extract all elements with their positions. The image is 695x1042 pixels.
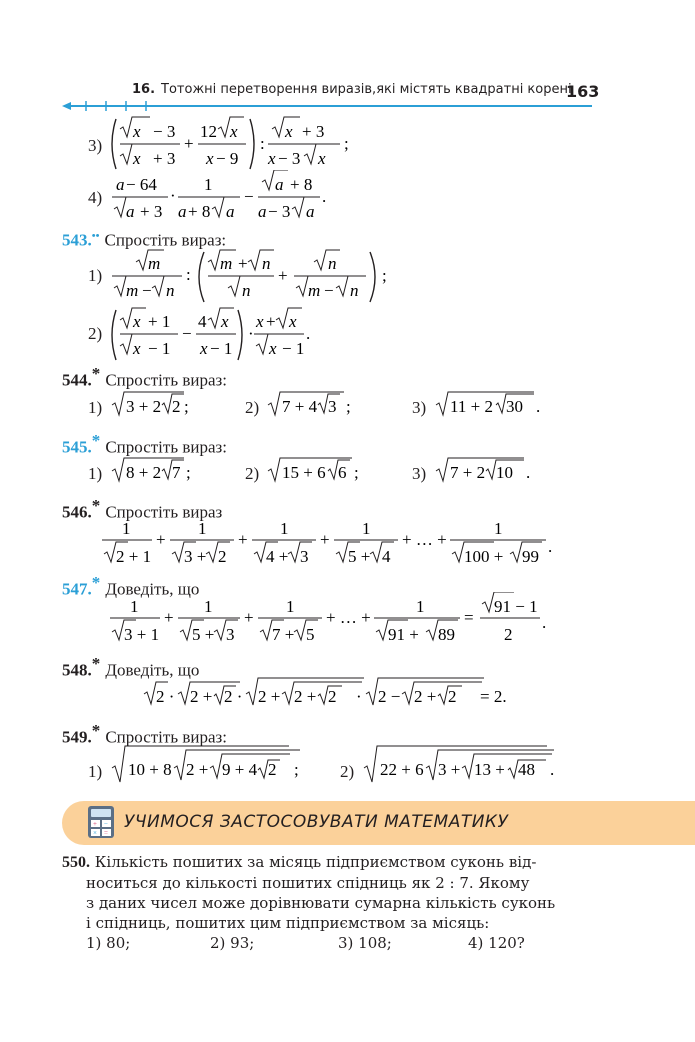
svg-text:x: x [289, 312, 297, 331]
task-number: 544. [62, 370, 92, 390]
formula-543-1 [108, 248, 398, 306]
svg-text:91 +: 91 + [388, 625, 419, 644]
svg-text:− 3: − 3 [268, 202, 291, 221]
svg-text:n: n [328, 254, 337, 273]
svg-text:.: . [306, 324, 311, 343]
difficulty-mark: * [91, 654, 101, 673]
svg-text:5 +: 5 + [348, 547, 371, 566]
task-number: 550. [62, 854, 90, 871]
svg-text:2 +: 2 + [414, 687, 437, 706]
svg-text:.: . [548, 537, 553, 556]
task-544-heading [62, 364, 227, 390]
svg-text:x: x [200, 339, 208, 358]
svg-text:7 + 2: 7 + 2 [450, 463, 486, 482]
svg-text:·: · [356, 687, 362, 706]
task-550-line-1 [62, 852, 555, 873]
svg-text:2: 2 [268, 760, 277, 779]
svg-text:11 + 2: 11 + 2 [450, 397, 493, 416]
svg-text:a: a [116, 175, 125, 194]
svg-text:99: 99 [522, 547, 539, 566]
svg-text:2 ·: 2 · [224, 687, 243, 706]
svg-text:2: 2 [328, 687, 337, 706]
running-header [132, 82, 572, 97]
svg-text:x: x [256, 312, 264, 331]
task-number: 547. [62, 579, 92, 599]
svg-text:2: 2 [448, 687, 457, 706]
answer-options [62, 933, 555, 953]
svg-text:15 + 6: 15 + 6 [282, 463, 326, 482]
svg-text:;: ; [294, 760, 299, 779]
svg-text:.: . [542, 613, 547, 632]
svg-text:1: 1 [416, 597, 425, 616]
svg-text:1: 1 [280, 519, 289, 538]
difficulty-mark: •• [91, 230, 100, 242]
svg-text:;: ; [354, 463, 359, 482]
task-550-line-4: і спідниць, пошитих цим підприємством за місяць: [86, 914, 490, 932]
svg-text:2 +: 2 + [294, 687, 317, 706]
svg-text:− 9: − 9 [216, 149, 239, 168]
task-title: Доведіть, що [105, 660, 200, 680]
svg-text:+ 3: + 3 [302, 122, 325, 141]
svg-text:;: ; [184, 397, 189, 416]
formula-547 [108, 592, 558, 650]
formula-545-2 [266, 456, 366, 486]
option: 2) 93; [210, 934, 255, 952]
task-title: Спростіть вираз: [104, 230, 227, 250]
svg-text:+: + [266, 312, 276, 331]
svg-text:+: + [244, 608, 254, 627]
svg-text:;: ; [344, 134, 349, 153]
formula-545-1 [110, 456, 200, 486]
svg-text:48: 48 [518, 760, 535, 779]
svg-text:m: m [148, 254, 161, 273]
problem-3-label: 3) [88, 136, 103, 155]
svg-text:2 ·: 2 · [156, 687, 175, 706]
svg-text:7 + 4: 7 + 4 [282, 397, 318, 416]
svg-text:+: + [238, 530, 248, 549]
svg-text:7: 7 [172, 463, 181, 482]
svg-text:−: − [104, 820, 108, 828]
task-545-heading [62, 431, 227, 457]
task-550 [62, 852, 555, 953]
formula-549-1 [110, 742, 310, 786]
banner-title: УЧИМОСЯ ЗАСТОСОВУВАТИ МАТЕМАТИКУ [124, 812, 509, 832]
task-number: 548. [62, 660, 92, 680]
svg-text:n: n [262, 254, 271, 273]
svg-text:22 + 6: 22 + 6 [380, 760, 424, 779]
svg-text:3 +: 3 + [184, 547, 207, 566]
option: 4) 120? [468, 934, 525, 952]
formula-3 [108, 113, 358, 175]
svg-text:;: ; [382, 266, 387, 285]
svg-text:100 +: 100 + [464, 547, 504, 566]
svg-text:= 2.: = 2. [480, 687, 507, 706]
task-545-2-label: 2) [245, 464, 260, 483]
svg-text:x: x [133, 339, 141, 358]
difficulty-mark: * [91, 573, 101, 592]
svg-text:+: + [93, 820, 97, 828]
svg-text:×: × [93, 829, 97, 837]
svg-text:3 + 1: 3 + 1 [124, 625, 160, 644]
task-545-3-label: 3) [412, 464, 427, 483]
svg-text:.: . [526, 463, 531, 482]
svg-text:x: x [133, 122, 141, 141]
section-number: 16. [132, 82, 156, 97]
task-title: Доведіть, що [105, 579, 200, 599]
svg-text:4 +: 4 + [266, 547, 289, 566]
svg-text:a: a [126, 202, 135, 221]
svg-text:6: 6 [338, 463, 347, 482]
svg-text:+ 3: + 3 [153, 149, 176, 168]
svg-text:+: + [238, 254, 248, 273]
svg-text:+ … +: + … + [402, 530, 447, 549]
svg-text:− 3: − 3 [153, 122, 176, 141]
svg-text:·: · [170, 186, 176, 205]
svg-text:9 + 4: 9 + 4 [222, 760, 258, 779]
svg-text:x: x [221, 312, 229, 331]
svg-text:1: 1 [130, 597, 139, 616]
svg-text:1: 1 [286, 597, 295, 616]
svg-text:3 + 2: 3 + 2 [126, 397, 162, 416]
svg-text:3: 3 [328, 397, 337, 416]
svg-text:2 + 1: 2 + 1 [116, 547, 152, 566]
svg-text:4: 4 [198, 312, 207, 331]
svg-text:3: 3 [226, 625, 235, 644]
svg-text:89: 89 [438, 625, 455, 644]
task-number: 545. [62, 437, 92, 457]
problem-4-label: 4) [88, 188, 103, 207]
svg-text:x: x [230, 122, 238, 141]
svg-text:10: 10 [496, 463, 513, 482]
page-number: 163 [566, 82, 600, 101]
formula-543-2 [108, 306, 328, 364]
difficulty-mark: * [91, 496, 101, 515]
task-544-2-label: 2) [245, 398, 260, 417]
formula-546 [100, 516, 560, 572]
svg-text:3: 3 [300, 547, 309, 566]
svg-text:− 64: − 64 [126, 175, 157, 194]
svg-text:+ 1: + 1 [148, 312, 171, 331]
svg-text:1: 1 [204, 175, 213, 194]
task-text: Кількість пошитих за місяць підприємством суконь від- [94, 853, 537, 871]
difficulty-mark: * [91, 364, 101, 383]
svg-text:x: x [268, 149, 276, 168]
svg-text:1: 1 [362, 519, 371, 538]
svg-text:n: n [242, 281, 251, 300]
svg-text:5 +: 5 + [192, 625, 215, 644]
svg-text:+: + [164, 608, 174, 627]
svg-text:1: 1 [198, 519, 207, 538]
svg-text:5: 5 [306, 625, 315, 644]
task-544-1-label: 1) [88, 398, 103, 417]
task-number: 546. [62, 502, 92, 522]
formula-4 [108, 170, 348, 226]
difficulty-mark: * [91, 721, 101, 740]
formula-544-1 [110, 390, 200, 420]
svg-text:2 +: 2 + [186, 760, 209, 779]
task-550-line-2: носиться до кількості пошитих спідниць як 2 : 7. Якому [86, 874, 530, 892]
task-title: Спростіть вираз [105, 502, 223, 522]
formula-548 [142, 676, 522, 712]
svg-text:2: 2 [218, 547, 227, 566]
svg-text:4: 4 [382, 547, 391, 566]
formula-544-3 [434, 390, 554, 420]
task-549-1-label: 1) [88, 762, 103, 781]
formula-544-2 [266, 390, 362, 420]
svg-text:+: + [184, 134, 194, 153]
svg-text:+ 8: + 8 [188, 202, 211, 221]
svg-text:+: + [278, 266, 288, 285]
svg-text:+: + [320, 530, 330, 549]
formula-549-2 [362, 742, 562, 786]
task-549-2-label: 2) [340, 762, 355, 781]
svg-text:13 +: 13 + [474, 760, 505, 779]
svg-text:2 +: 2 + [258, 687, 281, 706]
svg-text:n: n [350, 281, 359, 300]
svg-text:−: − [182, 324, 192, 343]
svg-text:91 − 1: 91 − 1 [494, 597, 538, 616]
svg-text:.: . [550, 760, 555, 779]
svg-text:7 +: 7 + [272, 625, 295, 644]
svg-text:− 1: − 1 [148, 339, 171, 358]
svg-text:−: − [244, 187, 254, 206]
section-title: Тотожні перетворення виразів,які містять квадратні корені [161, 82, 572, 97]
svg-text:n: n [166, 281, 175, 300]
svg-text:a: a [178, 202, 187, 221]
svg-text:30: 30 [506, 397, 523, 416]
svg-text:x: x [318, 149, 326, 168]
svg-text:2 +: 2 + [190, 687, 213, 706]
svg-text:+ 8: + 8 [290, 175, 313, 194]
formula-545-3 [434, 456, 544, 486]
svg-text:.: . [322, 187, 327, 206]
svg-text:m: m [126, 281, 139, 300]
svg-text:− 1: − 1 [282, 339, 305, 358]
svg-text:;: ; [346, 397, 351, 416]
svg-text:8 + 2: 8 + 2 [126, 463, 162, 482]
svg-text:a: a [306, 202, 315, 221]
difficulty-mark: * [91, 431, 101, 450]
task-number: 549. [62, 727, 92, 747]
svg-text:x: x [206, 149, 214, 168]
svg-text:=: = [104, 829, 108, 837]
svg-text:+: + [156, 530, 166, 549]
option: 1) 80; [86, 934, 131, 952]
svg-text:−: − [142, 281, 152, 300]
task-number: 543. [62, 230, 92, 250]
svg-text:1: 1 [494, 519, 503, 538]
task-543-1-label: 1) [88, 266, 103, 285]
svg-text:a: a [275, 175, 284, 194]
svg-text:− 3: − 3 [278, 149, 301, 168]
svg-text:+ 3: + 3 [140, 202, 163, 221]
svg-text:12: 12 [200, 122, 217, 141]
svg-text:m: m [308, 281, 321, 300]
svg-text:x: x [285, 122, 293, 141]
task-544-3-label: 3) [412, 398, 427, 417]
calculator-icon [88, 806, 114, 838]
task-543-2-label: 2) [88, 324, 103, 343]
svg-text:m: m [220, 254, 233, 273]
svg-text::: : [186, 265, 191, 284]
svg-text:;: ; [186, 463, 191, 482]
svg-text:2: 2 [504, 625, 513, 644]
header-ruler [62, 100, 592, 112]
svg-text:1: 1 [122, 519, 131, 538]
svg-text:a: a [258, 202, 267, 221]
svg-text:x: x [133, 312, 141, 331]
svg-text:x: x [133, 149, 141, 168]
svg-text:.: . [536, 397, 541, 416]
task-550-line-3: з даних чисел може дорівнювати сумарна кількість суконь [86, 894, 556, 912]
svg-text:+ … +: + … + [326, 608, 371, 627]
svg-text:−: − [324, 281, 334, 300]
task-545-1-label: 1) [88, 464, 103, 483]
svg-text:2 −: 2 − [378, 687, 401, 706]
svg-text:10 + 8: 10 + 8 [128, 760, 172, 779]
svg-text:·: · [248, 324, 254, 343]
svg-text:=: = [464, 608, 474, 627]
svg-text:a: a [226, 202, 235, 221]
svg-text:2: 2 [172, 397, 181, 416]
task-title: Спростіть вираз: [105, 370, 227, 390]
svg-text:x: x [269, 339, 277, 358]
task-title: Спростіть вираз: [105, 437, 227, 457]
svg-text:− 1: − 1 [210, 339, 233, 358]
svg-text:1: 1 [204, 597, 213, 616]
task-title: Спростіть вираз: [105, 727, 227, 747]
option: 3) 108; [338, 934, 392, 952]
svg-text:3 +: 3 + [438, 760, 461, 779]
svg-text::: : [260, 134, 265, 153]
